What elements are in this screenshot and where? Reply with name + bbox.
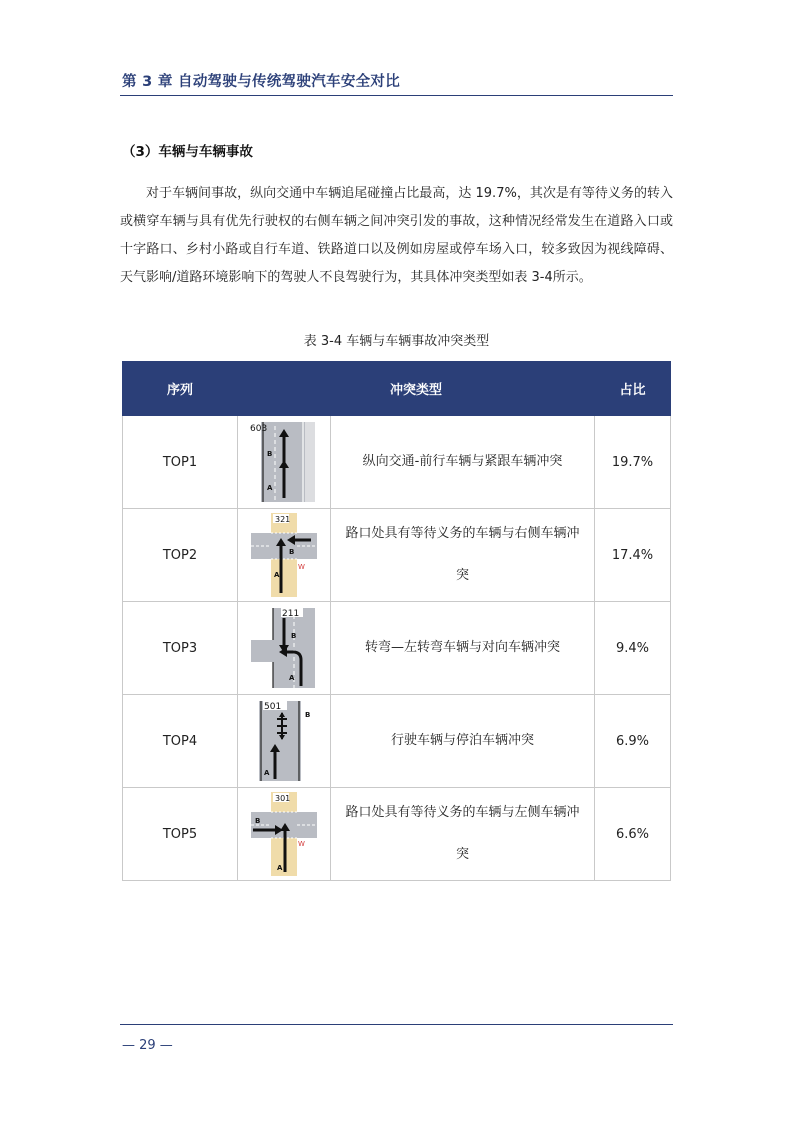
diagram-label-b: B [305, 711, 311, 719]
footer-divider [120, 1024, 673, 1025]
row-share: 17.4% [595, 509, 671, 602]
row-diagram [238, 695, 331, 788]
body-paragraph: 对于车辆间事故，纵向交通中车辆追尾碰撞占比最高，达 19.7%，其次是有等待义务的转入或横穿车辆与具有优先行驶权的右侧车辆之间冲突引发的事故，这种情况经常发生在道路入口或十字路口、乡村小路或自行车道、铁路道口以及例如房屋或停车场入口，较多致因为视线障碍、天气影响/道路环境影响下的驾驶人不良驾驶行为，其具体冲突类型如表 3-4所示。 [120, 186, 673, 285]
table-header-row [123, 362, 671, 416]
header-share: 占比 [595, 362, 671, 416]
table-caption: 表 3-4 车辆与车辆事故冲突类型 [303, 334, 490, 349]
row-share: 6.6% [595, 788, 671, 881]
row-diagram [238, 602, 331, 695]
row-conflict-type: 转弯—左转弯车辆与对向车辆冲突 [331, 602, 595, 695]
conflict-type-table [122, 361, 671, 881]
diagram-label-a: A [289, 674, 295, 682]
rear-end-conflict-diagram [249, 420, 319, 504]
row-share: 9.4% [595, 602, 671, 695]
row-conflict-type: 纵向交通-前行车辆与紧跟车辆冲突 [331, 416, 595, 509]
diagram-label-a: A [267, 484, 273, 492]
header-conflict-type: 冲突类型 [238, 362, 595, 416]
row-conflict-type: 路口处具有等待义务的车辆与左侧车辆冲突 [331, 788, 595, 881]
left-turn-oncoming-conflict-diagram [249, 606, 319, 690]
diagram-code: 501 [264, 702, 282, 712]
diagram-code: 603 [250, 424, 268, 434]
row-conflict-type: 行驶车辆与停泊车辆冲突 [331, 695, 595, 788]
diagram-label-b: B [289, 548, 295, 556]
chapter-title: 第 3 章 自动驾驶与传统驾驶汽车安全对比 [122, 74, 401, 90]
row-rank: TOP4 [123, 695, 238, 788]
diagram-label-a: A [264, 769, 270, 777]
row-share: 19.7% [595, 416, 671, 509]
table-row [123, 788, 671, 881]
row-diagram [238, 788, 331, 881]
row-conflict-type: 路口处具有等待义务的车辆与右侧车辆冲突 [331, 509, 595, 602]
section-heading: （3）车辆与车辆事故 [122, 144, 253, 160]
diagram-code: 211 [282, 609, 300, 619]
table-row [123, 695, 671, 788]
diagram-code: 321 [275, 515, 291, 524]
diagram-code: 301 [275, 794, 291, 803]
row-rank: TOP5 [123, 788, 238, 881]
table-row [123, 509, 671, 602]
body-paragraph-block [120, 180, 673, 292]
row-rank: TOP1 [123, 416, 238, 509]
diagram-label-a: A [274, 571, 280, 579]
right-side-crossing-conflict-diagram [249, 513, 319, 597]
diagram-label-b: B [255, 817, 261, 825]
header-divider [120, 95, 673, 96]
row-diagram [238, 509, 331, 602]
diagram-label-b: B [291, 632, 297, 640]
left-side-crossing-conflict-diagram [249, 792, 319, 876]
diagram-label-w: W [298, 563, 305, 571]
diagram-label-b: B [267, 450, 273, 458]
row-rank: TOP2 [123, 509, 238, 602]
parked-vehicle-conflict-diagram [249, 699, 319, 783]
header-rank: 序列 [123, 362, 238, 416]
table-row [123, 602, 671, 695]
row-share: 6.9% [595, 695, 671, 788]
row-rank: TOP3 [123, 602, 238, 695]
diagram-label-a: A [277, 864, 283, 872]
row-diagram [238, 416, 331, 509]
page-number: — 29 — [122, 1038, 173, 1053]
diagram-label-w: W [298, 840, 305, 848]
table-row [123, 416, 671, 509]
